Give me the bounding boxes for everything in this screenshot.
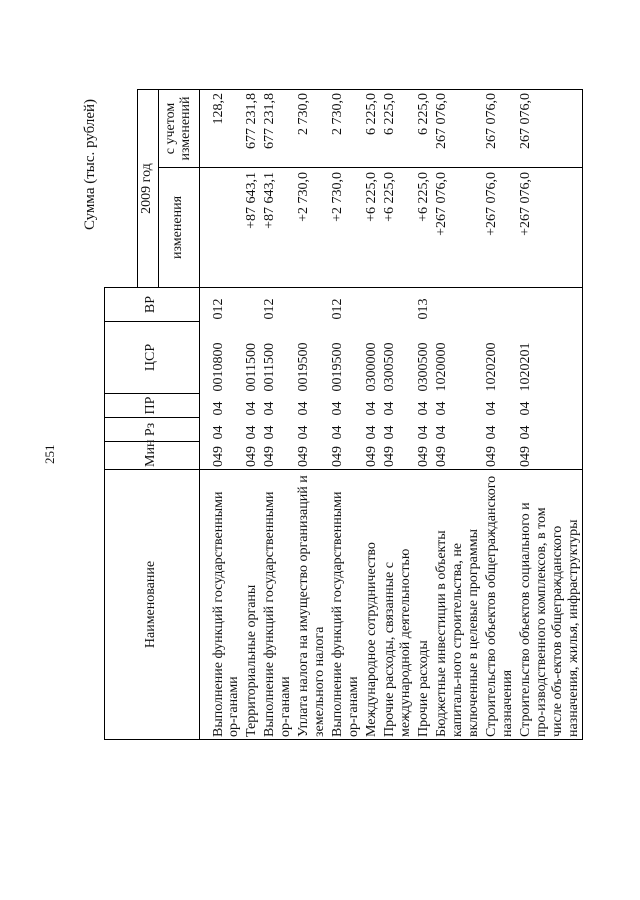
header-vr: ВР — [105, 288, 200, 322]
row-name: Территориальные органы — [243, 470, 261, 740]
row-name: Уплата налога на имущество организаций и земельного налога — [295, 470, 329, 740]
table-row: Международное сотрудничество 049 04 04 0300000 +6 225,0 6 225,0 — [363, 90, 381, 740]
table-row: Строительство объектов социального и про-изводственного комплексов, в том числе объ-ектов общегражданского назначения, жилья, инфраструктуры 049 04 04 1020201 +267 076,0 267 076,0 — [517, 90, 583, 740]
header-csr: ЦСР — [105, 322, 200, 394]
table-row: Территориальные органы 049 04 04 0011500 +87 643,1 677 231,8 — [243, 90, 261, 740]
header-pr: ПР — [105, 394, 200, 418]
table-header — [105, 90, 200, 740]
header-year: 2009 год — [137, 90, 158, 288]
page-number: 251 — [42, 444, 57, 464]
header-rz: Рз — [105, 418, 200, 442]
row-name: Прочие расходы, связанные с международной деятельностью — [381, 470, 415, 740]
row-name: Выполнение функций государственными ор-ганами — [261, 470, 295, 740]
row-name: Бюджетные инвестиции в объекты капиталь-ного строительства, не включенные в целевые программы — [433, 470, 483, 740]
header-name: Наименование — [105, 470, 200, 740]
row-name: Строительство объектов социального и про-изводственного комплексов, в том числе объ-ектов общегражданского назначения, жилья, инфраструктуры — [517, 470, 583, 740]
table-row: Выполнение функций государственными ор-ганами 049 04 04 0019500 012 +2 730,0 2 730,0 — [329, 90, 363, 740]
row-name: Выполнение функций государственными ор-ганами — [329, 470, 363, 740]
row-name: Строительство объектов общегражданского назначения — [483, 470, 517, 740]
row-name: Прочие расходы — [415, 470, 433, 740]
units-caption: Сумма (тыс. рублей) — [82, 98, 98, 230]
table-row: Уплата налога на имущество организаций и земельного налога 049 04 04 0019500 +2 730,0 2 730,0 — [295, 90, 329, 740]
header-changes: изменения — [158, 168, 199, 288]
budget-table — [104, 89, 583, 740]
table-row: Выполнение функций государственными ор-ганами 049 04 04 0010800 012 128,2 — [210, 90, 244, 740]
table-row: Бюджетные инвестиции в объекты капиталь-ного строительства, не включенные в целевые программы 049 04 04 1020000 +267 076,0 267 076,0 — [433, 90, 483, 740]
header-with-changes: с учетом изменений — [158, 90, 199, 168]
row-name: Выполнение функций государственными ор-ганами — [210, 470, 244, 740]
table-row: Выполнение функций государственными ор-ганами 049 04 04 0011500 012 +87 643,1 677 231,8 — [261, 90, 295, 740]
table-row: Прочие расходы, связанные с международной деятельностью 049 04 04 0300500 +6 225,0 6 225,0 — [381, 90, 415, 740]
table-row: Прочие расходы 049 04 04 0300500 013 +6 225,0 6 225,0 — [415, 90, 433, 740]
row-name: Международное сотрудничество — [363, 470, 381, 740]
header-min: Мин — [105, 442, 200, 470]
table-row: Строительство объектов общегражданского назначения 049 04 04 1020200 +267 076,0 267 076,0 — [483, 90, 517, 740]
